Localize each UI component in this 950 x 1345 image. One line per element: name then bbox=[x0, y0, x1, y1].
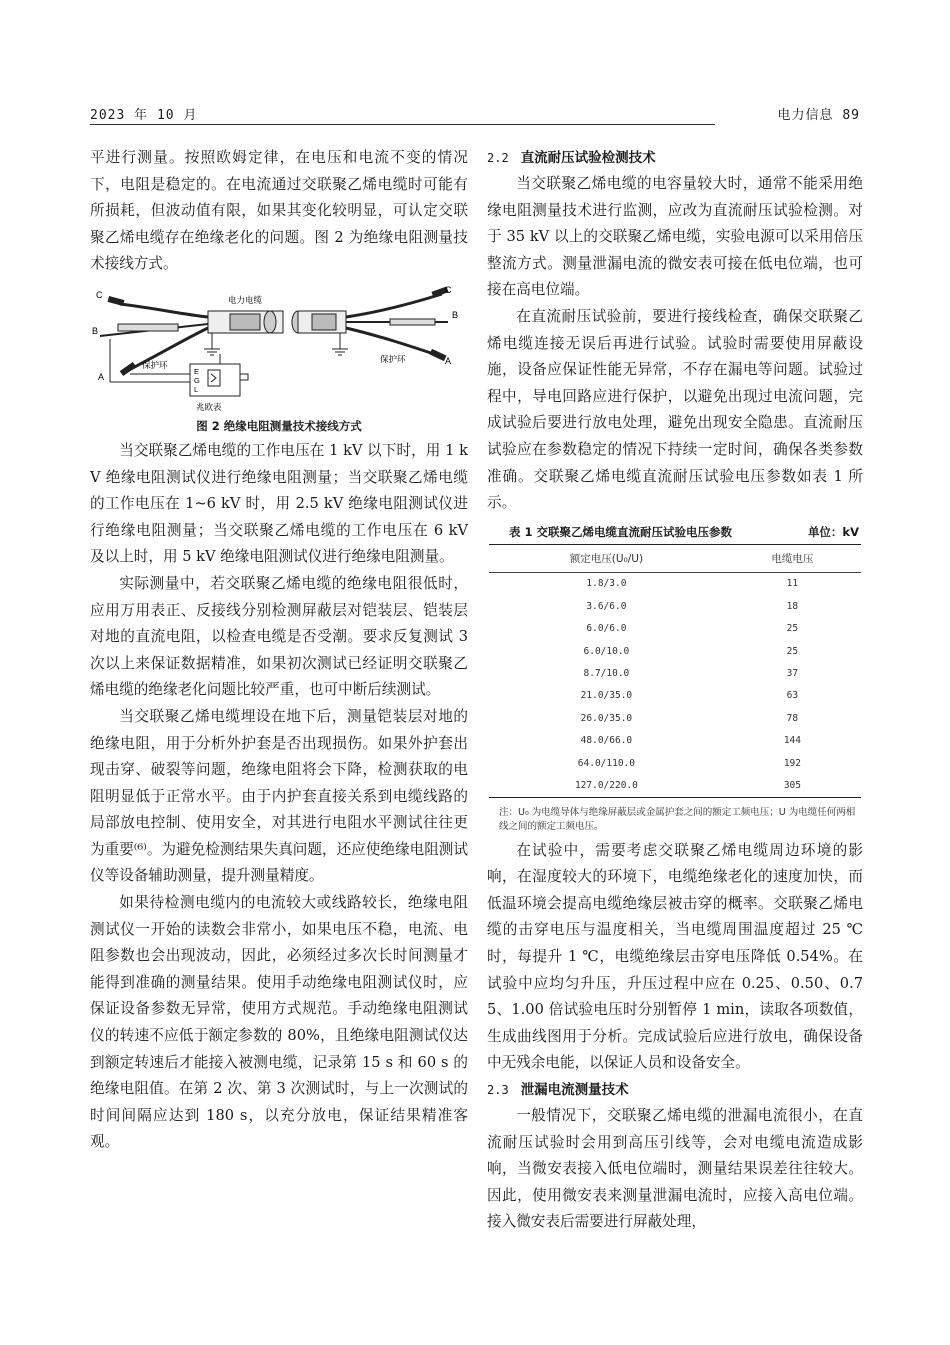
table-cell: 25 bbox=[786, 623, 799, 635]
label-a-left: A bbox=[98, 371, 105, 382]
section-title: 直流耐压试验检测技术 bbox=[520, 150, 656, 166]
table-cell: 8.7/10.0 bbox=[583, 667, 630, 679]
journal-page: 电力信息 89 bbox=[777, 108, 860, 123]
left-column bbox=[90, 145, 468, 1156]
table-cell: 3.6/6.0 bbox=[586, 600, 627, 612]
section-number: 2.3 bbox=[487, 1082, 509, 1097]
table-cell: 6.0/10.0 bbox=[583, 645, 630, 657]
table-title: 表 1 交联聚乙烯电缆直流耐压试验电压参数 bbox=[509, 524, 733, 539]
voltage-table bbox=[489, 544, 861, 798]
table-row bbox=[489, 774, 861, 797]
terminal-e: E bbox=[194, 366, 200, 376]
table-cell: 127.0/220.0 bbox=[489, 774, 724, 797]
table-cell: 25 bbox=[786, 645, 799, 657]
paragraph: 当交联聚乙烯电缆埋设在地下后，测量铠装层对地的绝缘电阻，用于分析外护套是否出现损伤。如果外护套出现击穿、破裂等问题，绝缘电阻将会下降，检测获取的电阻明显低于正常水平。由于内护套直接关系到电缆线路的局部放电控制、使用安全，对其进行电阻水平测试往往更为重要⁽⁶⁾。为避免检测结果失真问题，还应使绝缘电阻测试仪等设备辅助测量，提升测量精度。 bbox=[90, 707, 468, 885]
cable-body-right bbox=[292, 311, 346, 333]
cable-body-left bbox=[208, 311, 283, 333]
label-ring-right: 保护环 bbox=[380, 353, 406, 364]
table-cell: 21.0/35.0 bbox=[580, 690, 633, 702]
label-b-right: B bbox=[452, 309, 459, 320]
table-cell: 64.0/110.0 bbox=[577, 757, 635, 769]
table-cell: 18 bbox=[786, 600, 799, 612]
terminal-g: G bbox=[194, 375, 200, 385]
wiring-diagram bbox=[90, 284, 468, 416]
label-meter: 兆欧表 bbox=[196, 401, 222, 412]
table-row bbox=[489, 595, 861, 617]
issue-date: 2023 年 10 月 bbox=[90, 108, 198, 123]
table-unit: 单位：kV bbox=[807, 524, 859, 539]
section-title: 泄漏电流测量技术 bbox=[520, 1081, 629, 1098]
table-row bbox=[489, 707, 861, 729]
paragraph: 在直流耐压试验前，要进行接线检查，确保交联聚乙烯电缆连接无误后再进行试验。试验时需要使用屏蔽设施，设备应保证性能无异常，不存在漏电等问题。试验过程中，导电回路应进行保护，以避免出现过电流问题，完成试验后要进行放电处理，避免出现安全隐患。直流耐压试验应在参数稳定的情况下持续一定时间，确保各类参数准确。交联聚乙烯电缆直流耐压试验电压参数如表 1 所示。 bbox=[487, 307, 863, 512]
table-cell: 6.0/6.0 bbox=[586, 623, 627, 635]
paragraph: 实际测量中，若交联聚乙烯电缆的绝缘电阻很低时，应用万用表正、反接线分别检测屏蔽层对铠装层、铠装层对地的直流电阻，以检查电缆是否受潮。要求反复测试 3 次以上来保证数据精准，如果初次测试已经证明交联聚乙烯电缆的绝缘老化问题比较严重，也可中断后续测试。 bbox=[90, 574, 468, 699]
table-cell: 63 bbox=[786, 690, 799, 702]
figure-caption: 图 2 绝缘电阻测量技术接线方式 bbox=[196, 418, 362, 433]
label-c-right: C bbox=[445, 284, 452, 295]
right-cable-ends bbox=[346, 294, 448, 356]
clamp-c-left bbox=[107, 296, 124, 306]
ground-symbol-left bbox=[204, 333, 220, 355]
table-cell: 37 bbox=[786, 667, 799, 679]
section-number: 2.2 bbox=[487, 151, 509, 165]
page-header bbox=[90, 100, 860, 126]
section-heading bbox=[487, 145, 863, 171]
table-caption bbox=[487, 520, 863, 544]
paragraph: 当交联聚乙烯电缆的电容量较大时，通常不能采用绝缘电阻测量技术进行监测，应改为直流耐压试验检测。对于 35 kV 以上的交联聚乙烯电缆，实验电源可以采用倍压整流方式。测量泄漏电流的微安表可接在低电位端，也可接在高电位端。 bbox=[487, 175, 863, 299]
paragraph: 在试验中，需要考虑交联聚乙烯电缆周边环境的影响，在湿度较大的环境下，电缆绝缘老化的速度加快，而低温环境会提高电缆绝缘层被击穿的概率。交联聚乙烯电缆的击穿电压与温度相关，当电缆周围温度超过 25 ℃时，每提升 1 ℃，电缆绝缘层击穿电压降低 0.54%。在试验中应均匀升压，升压过程中应在 0.25、0.50、0.75、1.00 倍试验电压时分别暂停 1 min，读取各项数值，生成曲线图用于分析。完成试验后应进行放电，确保设备中无残余电能，以保证人员和设备安全。 bbox=[487, 841, 863, 1072]
label-a-right: A bbox=[445, 355, 452, 366]
label-cable: 电力电缆 bbox=[228, 294, 263, 305]
table-row bbox=[489, 752, 861, 774]
ground-symbol-right bbox=[332, 333, 348, 355]
table-row bbox=[489, 685, 861, 707]
table-cell: 144 bbox=[783, 735, 801, 747]
table-row bbox=[489, 618, 861, 640]
table-cell: 48.0/66.0 bbox=[580, 735, 633, 747]
table-row bbox=[489, 729, 861, 751]
header-rule bbox=[90, 124, 715, 125]
table-cell: 11 bbox=[786, 578, 799, 590]
table-row bbox=[489, 640, 861, 662]
table-cell: 192 bbox=[783, 757, 801, 769]
table-cell: 78 bbox=[786, 712, 799, 724]
label-b-left: B bbox=[92, 325, 99, 336]
table-cell: 1.8/3.0 bbox=[586, 578, 627, 590]
table-note: 注：U₀ 为电缆导体与绝缘屏蔽层或金属护套之间的额定工频电压；U 为电缆任何两相线之间的额定工频电压。 bbox=[499, 806, 856, 832]
right-column bbox=[487, 145, 863, 1236]
section-heading bbox=[487, 1077, 863, 1103]
column-header: 电缆电压 bbox=[724, 544, 861, 572]
paragraph: 平进行测量。按照欧姆定律，在电压和电流不变的情况下，电阻是稳定的。在电流通过交联聚乙烯电缆时可能有所损耗，但波动值有限，如果其变化较明显，可认定交联聚乙烯电缆存在绝缘老化的问题。图 2 为绝缘电阻测量技术接线方式。 bbox=[90, 149, 468, 273]
paragraph: 当交联聚乙烯电缆的工作电压在 1 kV 以下时，用 1 kV 绝缘电阻测试仪进行绝缘电阻测量；当交联聚乙烯电缆的工作电压在 1~6 kV 时，用 2.5 kV 绝缘电阻测试仪进行绝缘电阻测量；当交联聚乙烯电缆的工作电压在 6 kV 及以上时，用 5 kV 绝缘电阻测试仪进行绝缘电阻测量。 bbox=[90, 441, 468, 566]
label-ring-left: 保护环 bbox=[142, 359, 168, 370]
table-cell: 305 bbox=[724, 774, 861, 797]
paragraph: 如果待检测电缆内的电流较大或线路较长，绝缘电阻测试仪一开始的读数会非常小，如果电压不稳，电流、电阻参数也会出现波动，因此，必须经过多次长时间测量才能得到准确的测量结果。使用手动绝缘电阻测试仪时，应保证设备参数无异常，使用方式规范。手动绝缘电阻测试仪的转速不应低于额定参数的 80%，且绝缘电阻测试仪达到额定转速后才能接入被测电缆，记录第 15 s 和 60 s 的绝缘电阻值。在第 2 次、第 3 次测试时，与上一次测试的时间间隔应达到 180 s，以充分放电，保证结果精准客观。 bbox=[90, 894, 468, 1151]
table-row bbox=[489, 572, 861, 595]
wiring-diagram-svg bbox=[90, 284, 468, 416]
terminal-l: L bbox=[194, 384, 199, 394]
clamp-a-right bbox=[429, 349, 446, 361]
table-cell: 26.0/35.0 bbox=[580, 712, 633, 724]
label-c-left: C bbox=[96, 289, 103, 300]
paragraph: 一般情况下，交联聚乙烯电缆的泄漏电流很小，在直流耐压试验时会用到高压引线等，会对电缆电流造成影响，当微安表接入低电位端时，测量结果误差往往较大。因此，使用微安表来测量泄漏电流时，应接入高电位端。接入微安表后需要进行屏蔽处理， bbox=[487, 1106, 863, 1231]
column-header: 额定电压(U₀/U) bbox=[489, 544, 724, 572]
table-row bbox=[489, 662, 861, 684]
